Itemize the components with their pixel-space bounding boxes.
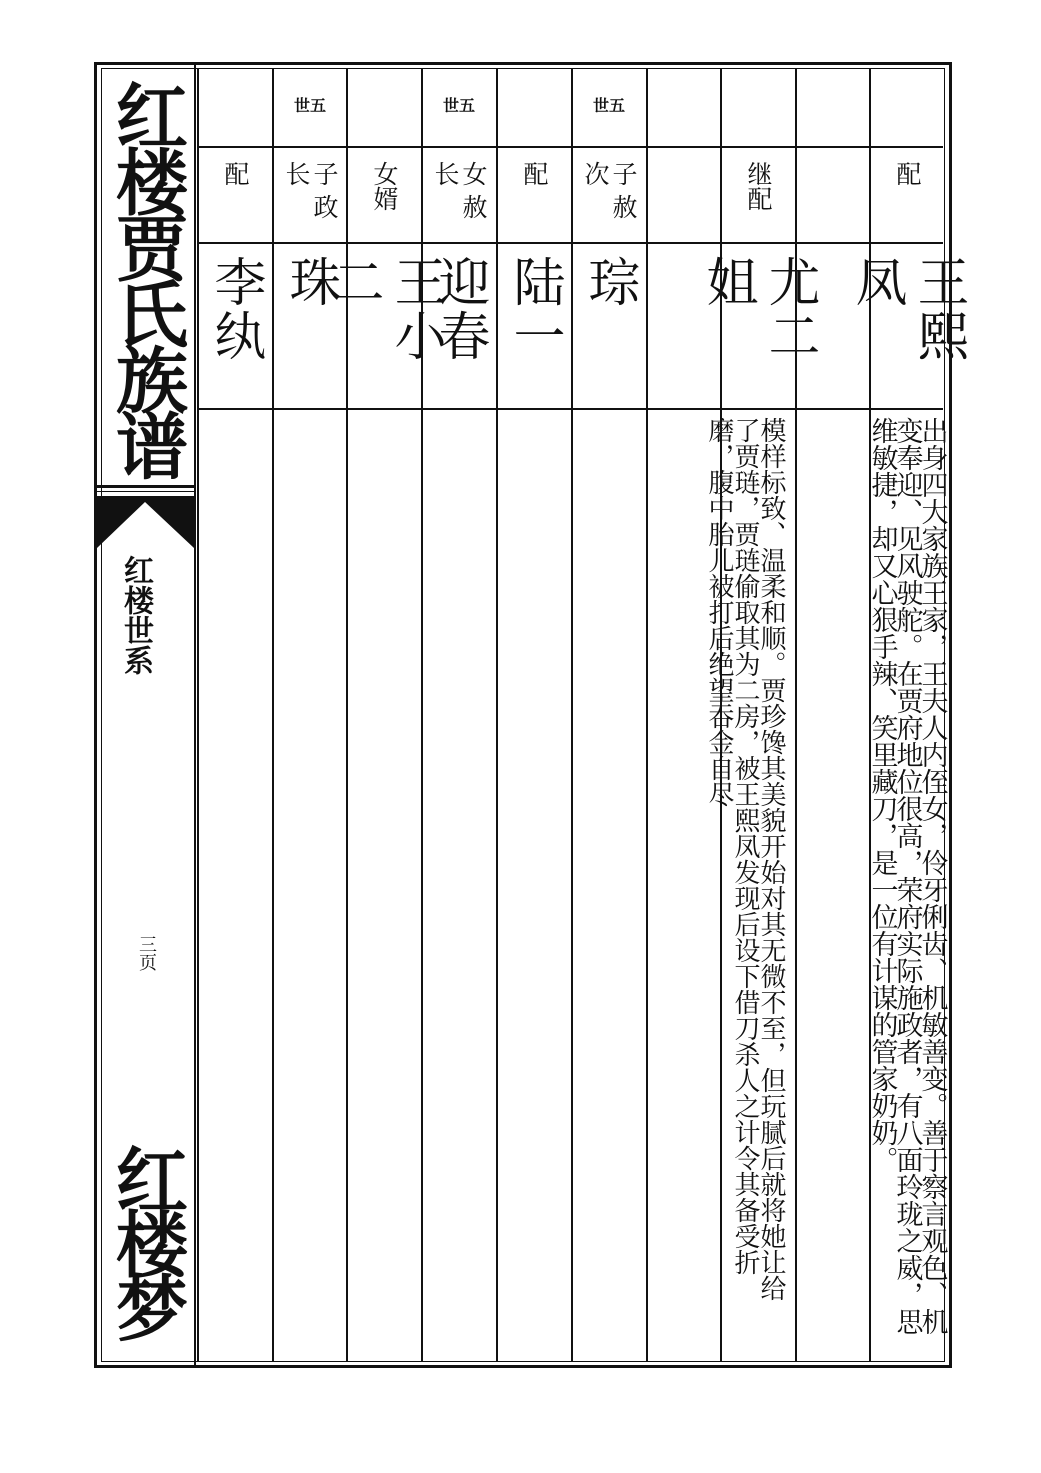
page-number: 三页: [136, 935, 157, 971]
relation-cell: [648, 161, 720, 241]
relation-cell: [498, 161, 570, 241]
description-cell: [797, 417, 869, 1357]
relation-label: 子 政长: [282, 161, 339, 219]
name-cell: [323, 255, 445, 415]
description-cell: [866, 417, 948, 1357]
member-name: 王熙凤: [846, 255, 968, 363]
book-title: 红楼梦: [104, 1143, 189, 1335]
member-column: [846, 69, 968, 1361]
relation-cell: [423, 161, 495, 241]
member-column: [646, 69, 720, 1361]
name-cell: [498, 255, 570, 415]
member-column: [697, 69, 819, 1361]
genealogy-title: 红楼贾氏族谱: [104, 79, 189, 475]
spine-rule: [97, 485, 194, 488]
genealogy-table: [197, 69, 968, 1361]
relation-label: 配: [520, 161, 549, 186]
member-column: [496, 69, 570, 1361]
name-cell: [573, 255, 645, 415]
relation-label: 继配: [744, 161, 773, 211]
relation-cell: [722, 161, 794, 241]
name-cell: [199, 255, 271, 415]
description-cell: [573, 417, 645, 1357]
relation-cell: [348, 161, 420, 241]
member-name: 琮: [579, 255, 639, 309]
member-name: 尤二姐: [697, 255, 819, 363]
spine-rule-thin: [97, 491, 194, 492]
member-column: [197, 69, 271, 1361]
relation-label: 配: [221, 161, 250, 186]
relation-cell: [274, 161, 346, 241]
name-cell: [697, 255, 819, 415]
name-cell: [648, 255, 720, 415]
description-cell: [199, 417, 271, 1357]
member-name: 陆一: [504, 255, 564, 363]
relation-cell: [199, 161, 271, 241]
member-name: 王小二: [323, 255, 445, 363]
spine: [97, 65, 196, 1365]
name-cell: [846, 255, 968, 415]
spine-wedge-ornament: [97, 496, 194, 548]
relation-cell: [871, 161, 943, 241]
member-name: 珠: [280, 255, 340, 309]
member-column: [272, 69, 346, 1361]
generation-label: 世五: [293, 96, 326, 115]
member-name: 李纨: [205, 255, 265, 363]
generation-label: 世五: [442, 96, 475, 115]
relation-label: 子 赦次: [581, 161, 638, 219]
member-column: [571, 69, 645, 1361]
description-cell: [274, 417, 346, 1357]
member-description: 出身四大家族王家，王夫人内侄女，伶牙俐齿、机敏善变。善于察言观色、机变奉迎、见风驶舵。在贾府地位很高，荣府实际施政者，有八面玲珑之威，思维敏捷，却又心狠手辣、笑里藏刀，是一位有计谋的管家奶奶。: [866, 417, 948, 1335]
member-column: [323, 69, 445, 1361]
spine-subtitle: 红楼世系: [118, 555, 153, 675]
generation-label: 世五: [592, 96, 625, 115]
relation-cell: [573, 161, 645, 241]
relation-label: 配: [893, 161, 922, 186]
relation-label: 女 赦长: [431, 161, 488, 219]
description-cell: [423, 417, 495, 1357]
member-description: 模样标致、温柔和顺。贾珍馋其美貌开始对其无微不至，但玩腻后就将她让给了贾琏，贾琏偷取其为二房，被王熙凤发现后设下借刀杀人之计令其备受折磨，腹中胎儿被打后绝望吞金自尽: [704, 417, 786, 1301]
member-name: 迎春: [429, 255, 489, 363]
name-cell: [274, 255, 346, 415]
description-cell: [348, 417, 420, 1357]
relation-cell: [797, 161, 869, 241]
description-cell: [648, 417, 720, 1357]
description-cell: [498, 417, 570, 1357]
relation-label: 女婿: [370, 161, 399, 211]
